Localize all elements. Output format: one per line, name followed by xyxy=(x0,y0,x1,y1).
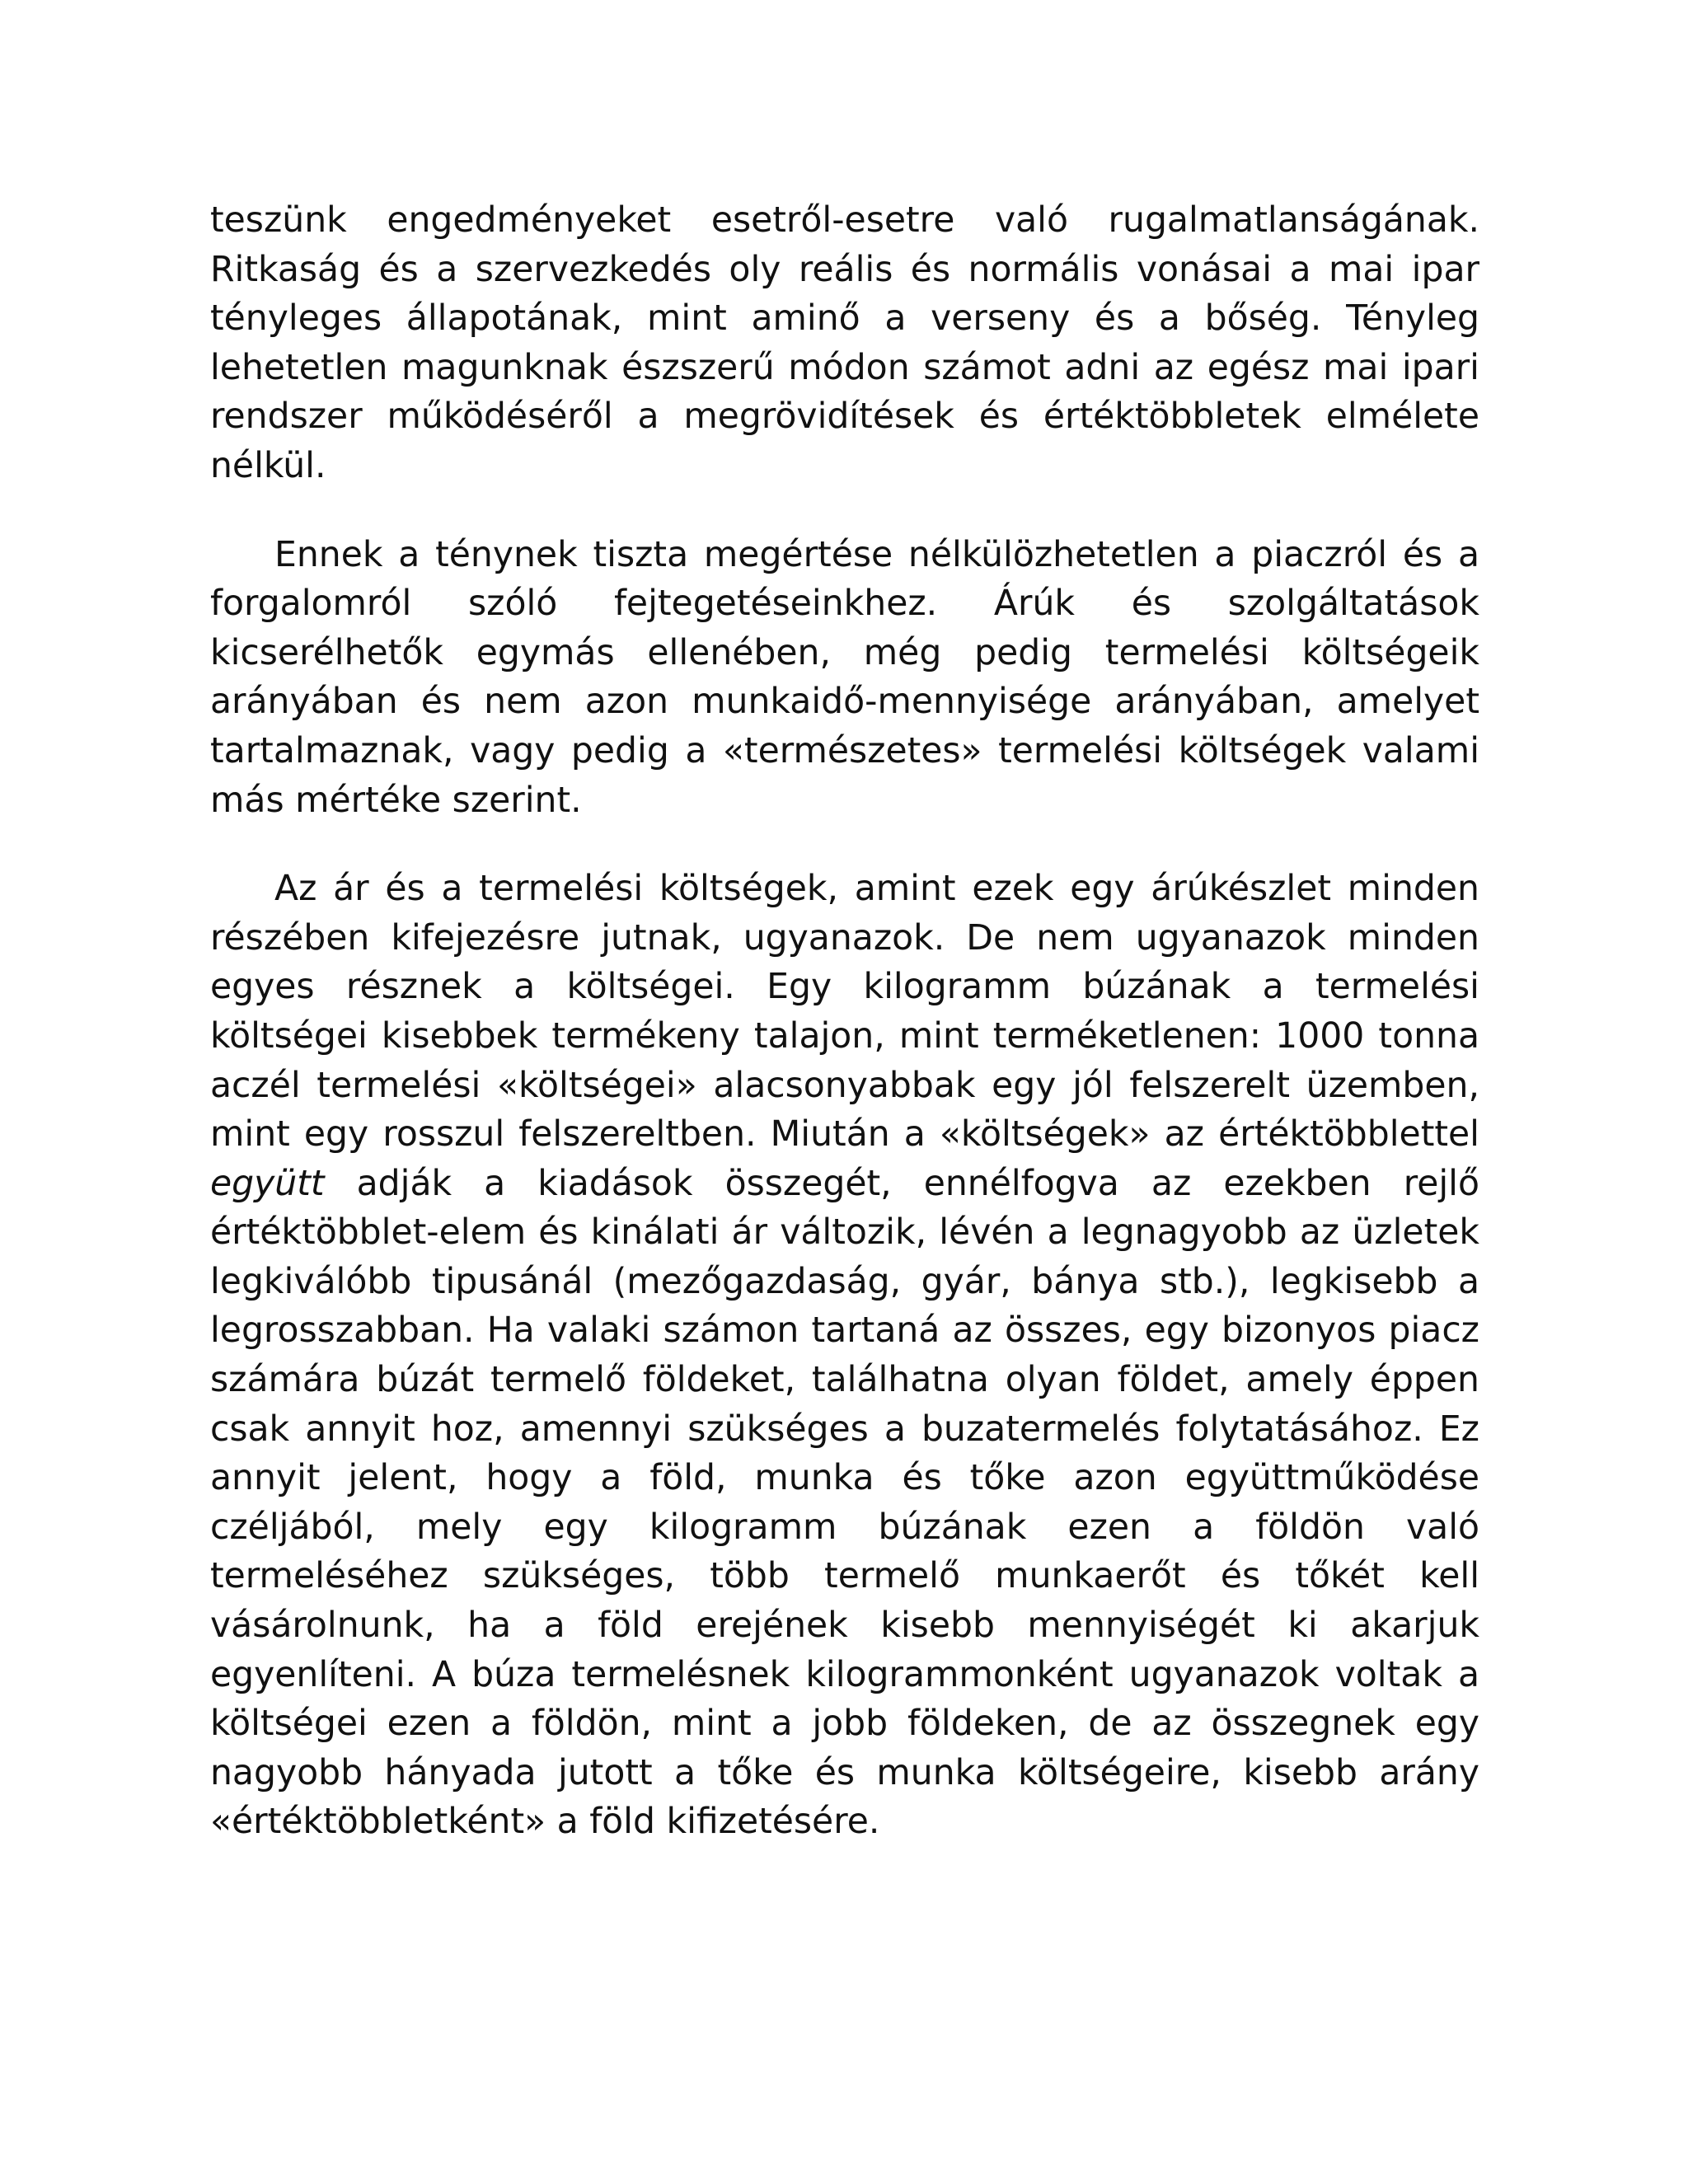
document-page xyxy=(210,196,1479,1886)
paragraph-3-text-a: Az ár és a termelési költségek, amint ezek egy árúkészlet minden részében kifejezésre jutnak, ugyanazok. De nem ugyanazok minden egyes résznek a költségei. Egy kilogramm búzának a termelési költségei kisebbek termékeny talajon, mint terméketlenen: 1000 tonna aczél termelési «költségei» alacsonyabbak egy jól felszerelt üzemben, mint egy rosszul felszereltben. Miután a «költségek» az értéktöbblettel xyxy=(210,869,1479,1155)
paragraph-1: teszünk engedményeket esetről-esetre való rugalmatlanságának. Ritkaság és a szervezkedés oly reális és normális vonásai a mai ipar tényleges állapotának, mint aminő a verseny és a bőség. Tényleg lehetetlen magunknak észszerű módon számot adni az egész mai ipari rendszer működéséről a megrövidítések és értéktöbbletek elmélete nélkül. xyxy=(210,200,1479,486)
paragraph-3-text-b: adják a kiadások összegét, ennélfogva az ezekben rejlő értéktöbblet-elem és kinálati ár változik, lévén a legnagyobb az üzletek legkiválóbb tipusánál (mezőgazdaság, gyár, bánya stb.), legkisebb a legrosszabban. Ha valaki számon tartaná az összes, egy bizonyos piacz számára búzát termelő földeket, találhatna olyan földet, amely éppen csak annyit hoz, amennyi szükséges a buzatermelés folytatásához. Ez annyit jelent, hogy a föld, munka és tőke azon együttműködése czéljából, mely egy kilogramm búzának ezen a földön való termeléséhez szükséges, több termelő munkaerőt és tőkét kell vásárolnunk, ha a föld erejének kisebb mennyiségét ki akarjuk egyenlíteni. A búza termelésnek kilogrammonként ugyanazok voltak a költségei ezen a földön, mint a jobb földeken, de az összegnek egy nagyobb hányada jutott a tőke és munka költségeire, kisebb arány «értéktöbbletként» a föld kifizetésére. xyxy=(210,1163,1479,1843)
paragraph-2: Ennek a ténynek tiszta megértése nélkülözhetetlen a piaczról és a forgalomról szóló fejtegetéseinkhez. Árúk és szolgáltatások kicserélhetők egymás ellenében, még pedig termelési költségeik arányában és nem azon munkaidő-mennyisége arányában, amelyet tartalmaznak, vagy pedig a «természetes» termelési költségek valami más mértéke szerint. xyxy=(210,534,1479,821)
emphasized-word: együtt xyxy=(210,1163,325,1204)
paragraph-3 xyxy=(210,865,1479,1847)
